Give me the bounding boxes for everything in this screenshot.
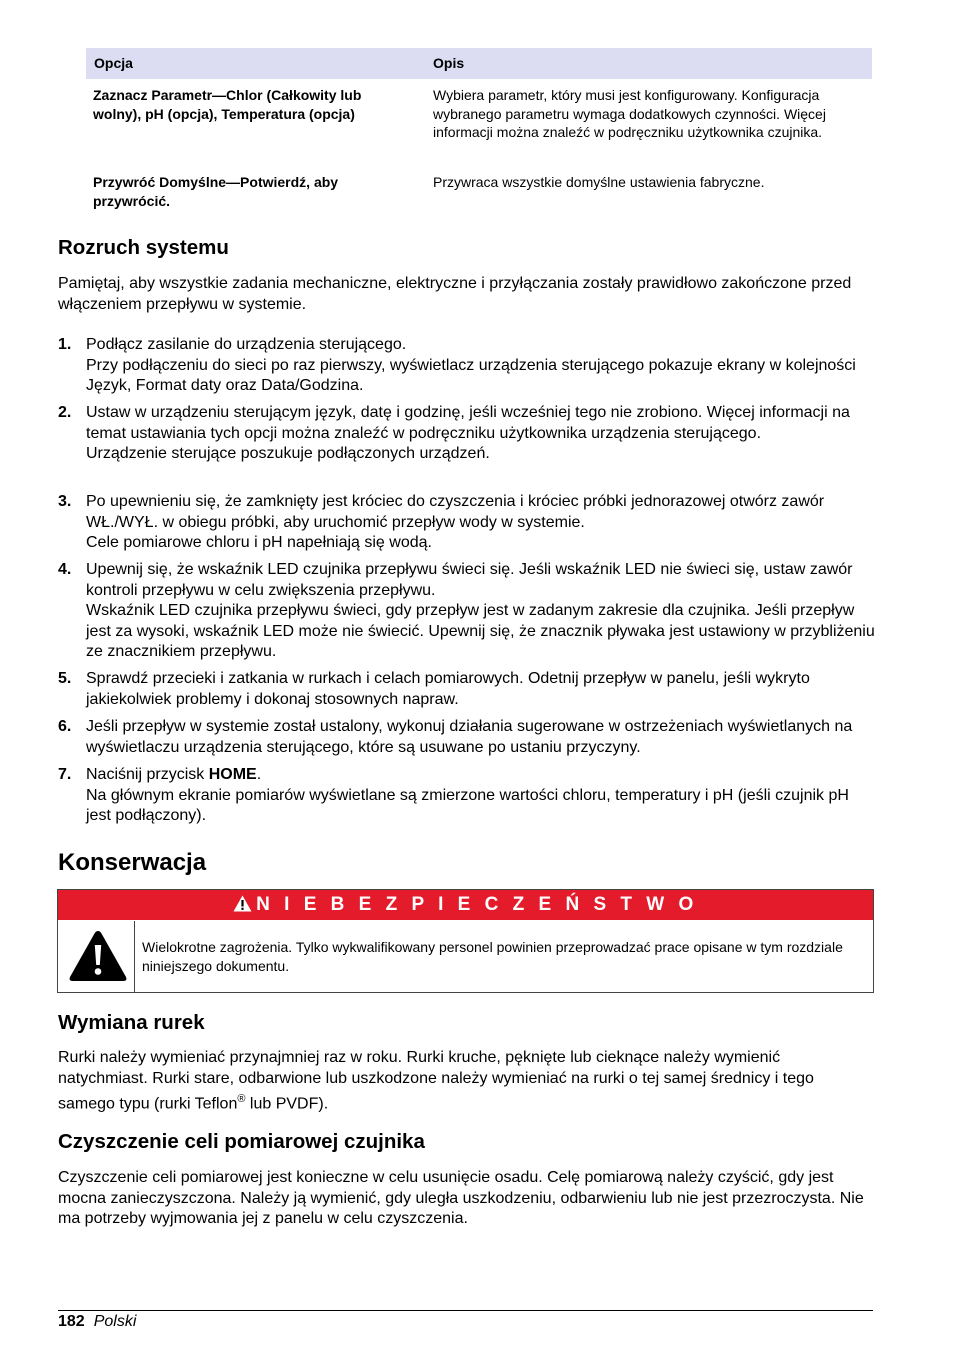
tubing-text-end: lub PVDF). [245,1095,329,1113]
option-cell: Przywróć Domyślne—Potwierdź, aby przywrócić. [93,174,339,209]
footer-language: Polski [93,1313,137,1330]
options-table [86,48,872,209]
step-text: Sprawdź przecieki i zatkania w rurkach i celach pomiarowych. Odetnij przepływ w panelu, jeśli wykryto jakiekolwiek problemy i dokonaj stosownych napraw. [86,670,810,708]
maintenance-heading: Konserwacja [58,849,207,876]
warning-triangle-icon [67,928,129,984]
danger-header [58,890,873,920]
step-result: Urządzenie sterujące poszukuje podłączonych urządzeń. [86,445,490,462]
description-cell: Przywraca wszystkie domyślne ustawienia fabryczne. [433,174,765,190]
column-header-description: Opis [433,55,465,71]
step-result: Wskaźnik LED czujnika przepływu świeci, gdy przepływ jest w zadanym zakresie dla czujnika. Jeśli przepływ jest za wysoki, wskaźnik LED może nie świecić. Upewnij się, że znacznik pływaka jest ustawiony w przybliżeniu ze znacznikiem przepływu. [86,602,875,660]
page-footer [58,1313,136,1331]
step-text: Jeśli przepływ w systemie został ustalony, wykonuj działania sugerowane w ostrzeżeniach wyświetlanych na wyświetlaczu urządzenia sterującego, które są usuwane po ustaniu przyczyny. [86,718,853,756]
step-number: 4. [58,561,72,578]
danger-title: N I E B E Z P I E C Z E Ń S T W O [256,894,698,915]
step-text-end: . [256,766,262,783]
step-text: Upewnij się, że wskaźnik LED czujnika przepływu świeci się. Jeśli wskaźnik LED nie świeci się, ustaw zawór kontroli przepływu w celu zwiększenia przepływu. [86,561,853,599]
footer-divider [58,1310,873,1311]
tubing-heading: Wymiana rurek [58,1011,205,1034]
step-result: Na głównym ekranie pomiarów wyświetlane są zmierzone wartości chloru, temperatury i pH (jeśli czujnik pH jest podłączony). [86,786,849,824]
step-number: 1. [58,336,72,353]
danger-notice [57,889,874,993]
step-result: Przy podłączeniu do sieci po raz pierwszy, wyświetlacz urządzenia sterującego pokazuje ekrany w kolejności Język, Format daty oraz Data/Godzina. [86,356,856,394]
startup-intro: Pamiętaj, aby wszystkie zadania mechaniczne, elektryczne i przyłączania zostały prawidłowo zakończone przed włączeniem przepływu w systemie. [58,275,852,313]
step-text: Naciśnij przycisk [86,766,209,783]
step-result: Cele pomiarowe chloru i pH napełniają się wodą. [86,534,432,551]
danger-icon-cell [58,921,135,992]
step-text: Ustaw w urządzeniu sterującym język, datę i godzinę, jeśli wcześniej tego nie zrobiono. Więcej informacji na temat ustawiania tych opcji można znaleźć w podręczniku użytkownika urządzenia sterującego. [86,404,850,442]
warning-triangle-icon [233,895,252,912]
page-number: 182 [58,1313,85,1330]
description-cell: Wybiera parametr, który musi jest konfigurowany. Konfiguracja wybranego parametru wymaga dodatkowych czynności. Więcej informacji można znaleźć w podręczniku użytkownika czujnika. [433,87,826,140]
step-text: Podłącz zasilanie do urządzenia sterującego. [86,336,407,353]
registered-mark: ® [237,1093,246,1105]
cell-cleaning-heading: Czyszczenie celi pomiarowej czujnika [58,1130,425,1153]
step-number: 2. [58,404,72,421]
step-number: 7. [58,766,72,783]
column-header-option: Opcja [94,55,133,71]
step-number: 3. [58,493,72,510]
option-cell: Zaznacz Parametr—Chlor (Całkowity lub wolny), pH (opcja), Temperatura (opcja) [93,87,362,122]
danger-text: Wielokrotne zagrożenia. Tylko wykwalifikowany personel powinien przeprowadzać prace opisane w tym rozdziale niniejszego dokumentu. [142,939,843,974]
step-number: 5. [58,670,72,687]
step-number: 6. [58,718,72,735]
startup-heading: Rozruch systemu [58,236,229,259]
cell-cleaning-text: Czyszczenie celi pomiarowej jest konieczne w celu usunięcie osadu. Celę pomiarową należy czyścić, gdy jest mocna zanieczyszczona. Należy ją wymienić, gdy uległa uszkodzeniu, odbarwieniu lub nie jest przezroczysta. Nie ma potrzeby wyjmowania jej z panelu w celu czyszczenia. [58,1169,864,1227]
table-header [86,48,872,79]
tubing-text [58,1048,873,1115]
home-key-label: HOME [208,766,257,783]
tubing-text-main: Rurki należy wymieniać przynajmniej raz w roku. Rurki kruche, pęknięte lub cieknące należy wymienić natychmiast. Rurki stare, odbarwione lub uszkodzone należy wymieniać na rurki o tej samej średnicy i tego samego typu (rurki Teflon [58,1049,814,1113]
step-text: Po upewnieniu się, że zamknięty jest króciec do czyszczenia i króciec próbki jednorazowej otwórz zawór WŁ./WYŁ. w obiegu próbki, aby uruchomić przepływ wody w systemie. [86,493,825,531]
